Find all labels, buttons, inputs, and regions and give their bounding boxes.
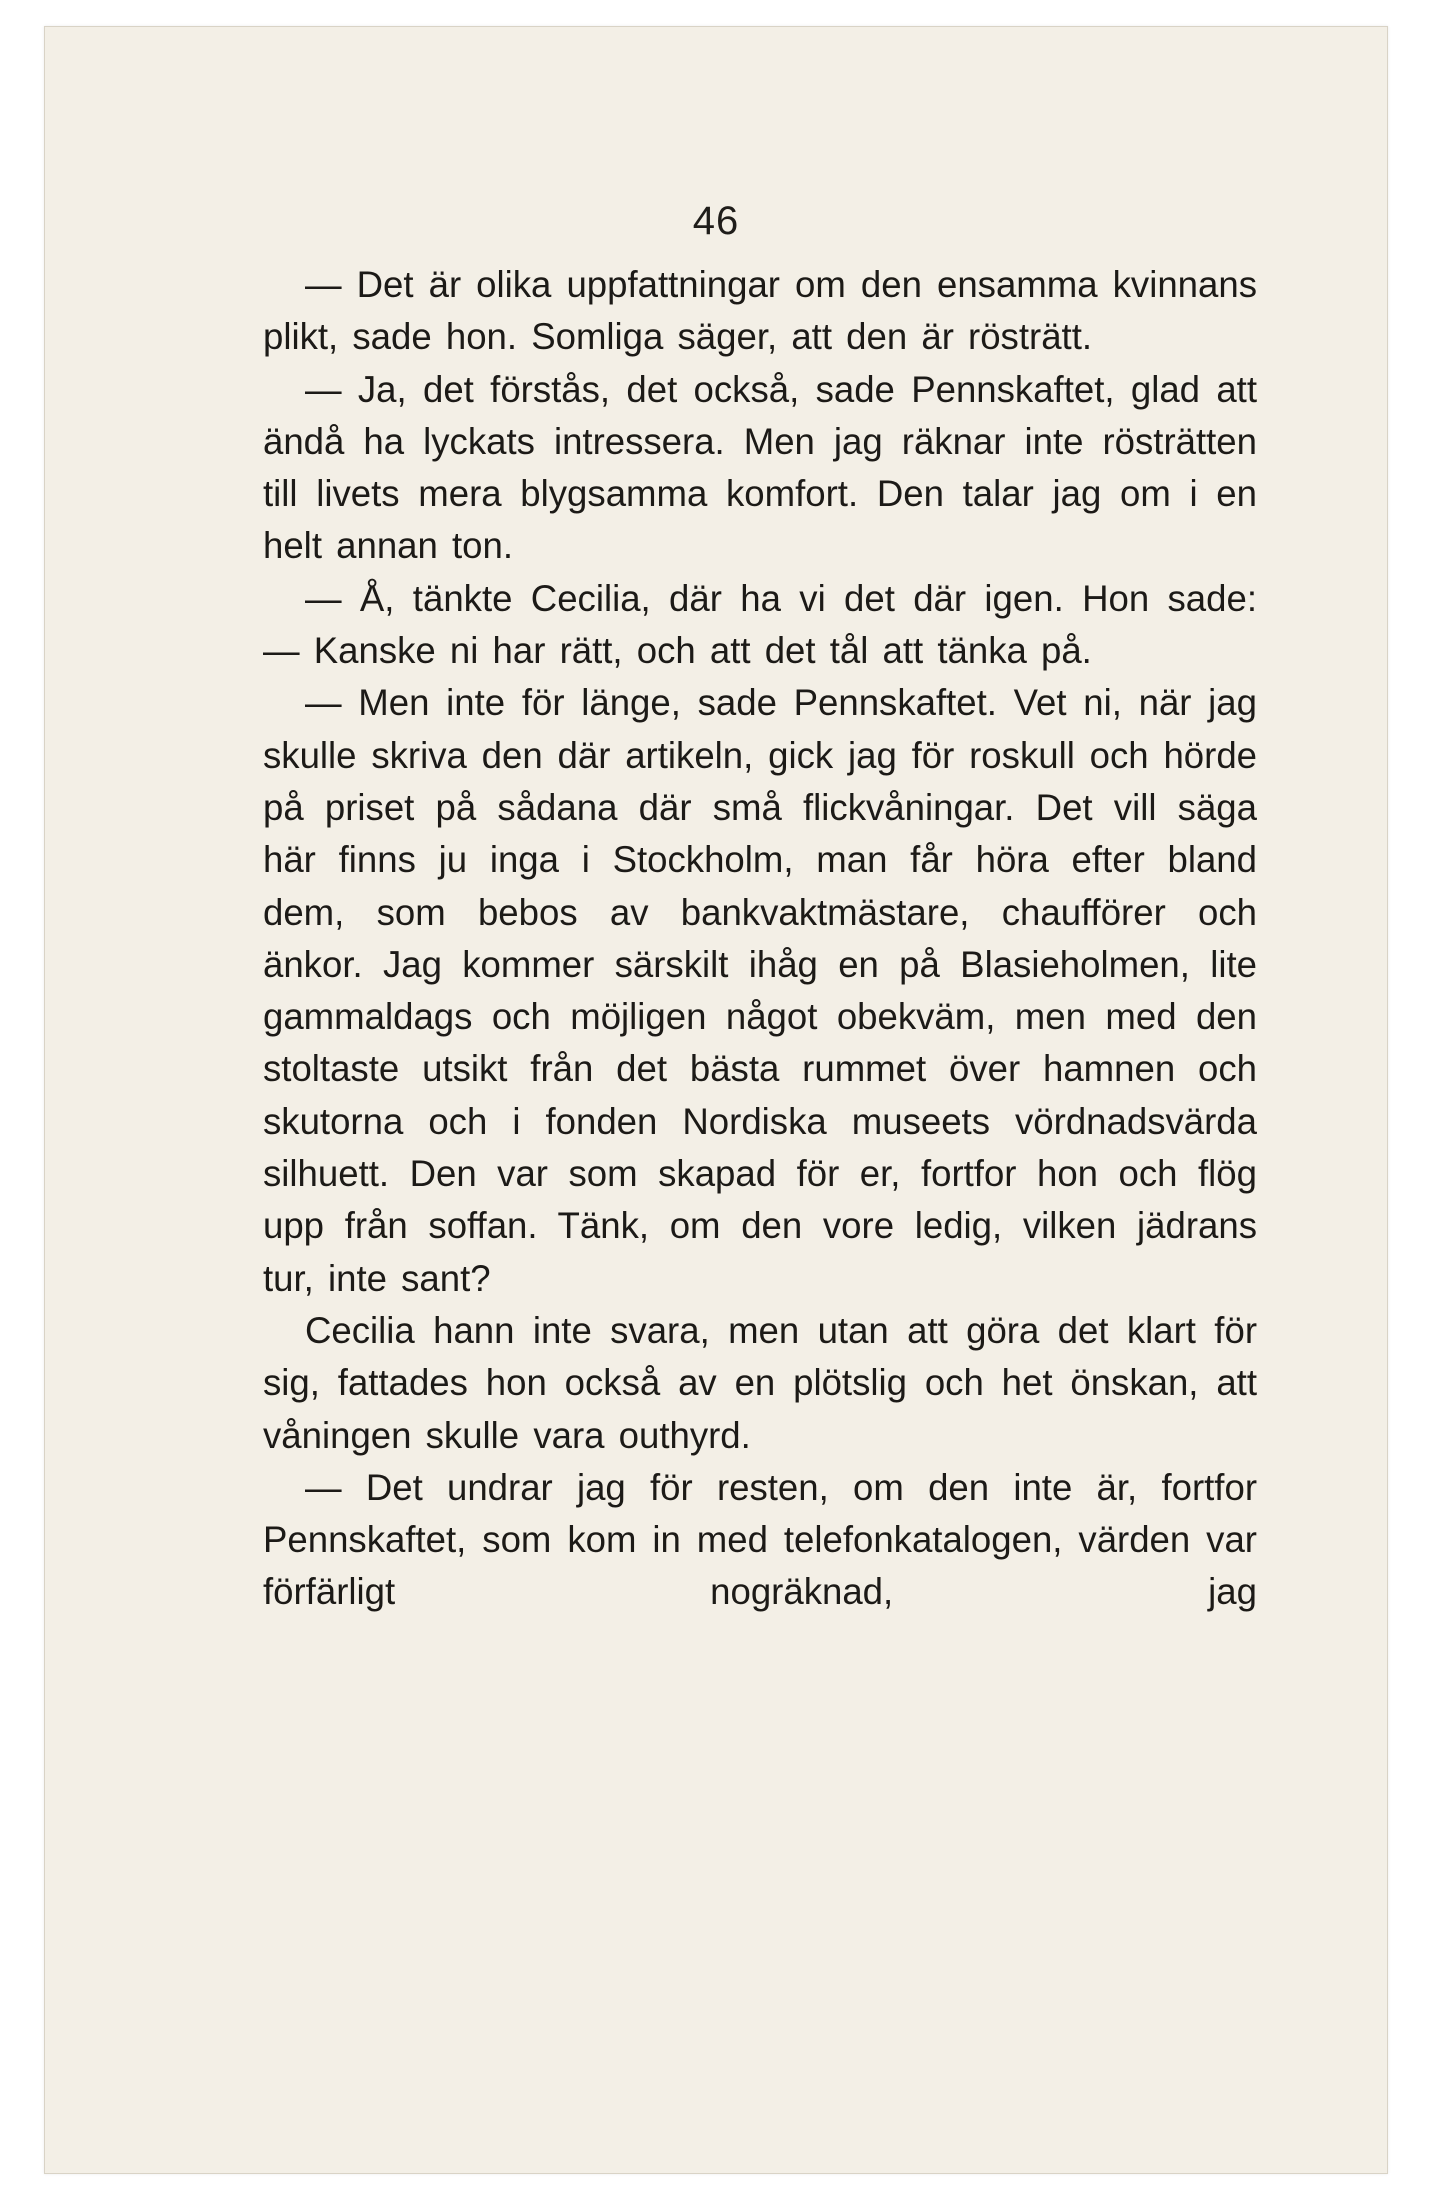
paragraph-6: — Det undrar jag för resten, om den inte är, fortfor Pennskaftet, som kom in med telefonkatalogen, värden var förfärligt nogräknad, jag	[263, 1466, 1257, 1613]
paragraph-5: Cecilia hann inte svara, men utan att göra det klart för sig, fattades hon också av en plötslig och het önskan, att våningen skulle vara outhyrd.	[263, 1309, 1257, 1456]
book-page	[44, 26, 1388, 2174]
body-text	[263, 259, 1257, 1619]
paragraph-2: — Ja, det förstås, det också, sade Pennskaftet, glad att ändå ha lyckats intressera. Men jag räknar inte rösträtten till livets mera blygsamma komfort. Den talar jag om i en helt annan ton.	[263, 368, 1257, 567]
paragraph-4: — Men inte för länge, sade Pennskaftet. Vet ni, när jag skulle skriva den där artikeln, gick jag för roskull och hörde på priset på sådana där små flickvåningar. Det vill säga här finns ju inga i Stockholm, man får höra efter bland dem, som bebos av bankvaktmästare, chaufförer och änkor. Jag kommer särskilt ihåg en på Blasieholmen, lite gammaldags och möjligen något obekväm, men med den stoltaste utsikt från det bästa rummet över hamnen och skutorna och i fonden Nordiska museets vördnadsvärda silhuett. Den var som skapad för er, fortfor hon och flög upp från soffan. Tänk, om den vore ledig, vilken jädrans tur, inte sant?	[263, 682, 1257, 1299]
paragraph-1: — Det är olika uppfattningar om den ensamma kvinnans plikt, sade hon. Somliga säger, att den är rösträtt.	[263, 264, 1257, 358]
paragraph-3: — Å, tänkte Cecilia, där ha vi det där igen. Hon sade: — Kanske ni har rätt, och att det tål att tänka på.	[263, 577, 1257, 672]
page-number: 46	[692, 199, 740, 243]
